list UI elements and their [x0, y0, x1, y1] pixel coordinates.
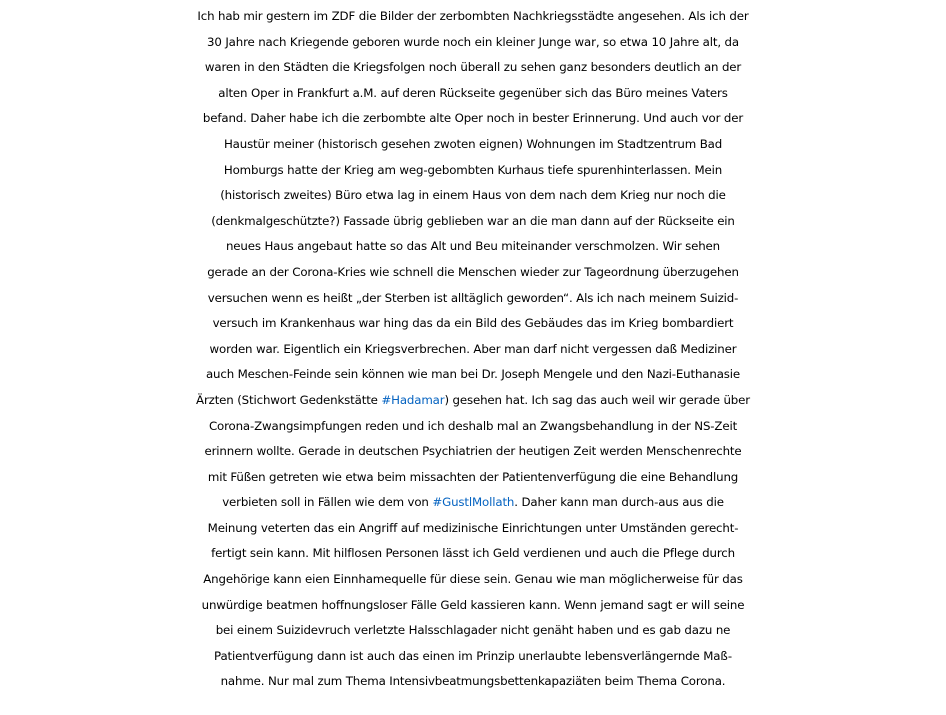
text-line: alten Oper in Frankfurt a.M. auf deren Rückseite gegenüber sich das Büro meines Vaters [218, 85, 728, 100]
text-line: Meinung veterten das ein Angriff auf medizinische Einrichtungen unter Umständen gerecht- [207, 520, 739, 535]
text-line: versuchen wenn es heißt „der Sterben ist alltäglich geworden“. Als ich nach meinem Suizid- [207, 290, 739, 305]
text-line: mit Füßen getreten wie etwa beim missachten der Patientenverfügung die eine Behandlung [207, 469, 739, 484]
text-line: erinnern wollte. Gerade in deutschen Psychiatrien der heutigen Zeit werden Menschenrechte [204, 444, 742, 459]
text-line: Haustür meiner (historisch gesehen zwoten eignen) Wohnungen im Stadtzentrum Bad [223, 136, 723, 151]
text-segment: Ärzten (Stichwort Gedenkstätte [196, 392, 382, 407]
text-line: auch Meschen-Feinde sein können wie man bei Dr. Joseph Mengele und den Nazi-Euthanasie [205, 367, 741, 382]
text-line: Ich hab mir gestern im ZDF die Bilder der zerbombten Nachkriegsstädte angesehen. Als ich der [197, 9, 749, 23]
text-line: befand. Daher habe ich die zerbombte alte Oper noch in bester Erinnerung. Und auch vor der [202, 111, 744, 126]
text-line: neues Haus angebaut hatte so das Alt und Beu miteinander verschmolzen. Wir sehen [225, 239, 720, 254]
document-body [0, 4, 946, 695]
text-line: waren in den Städten die Kriegsfolgen noch überall zu sehen ganz besonders deutlich an der [204, 60, 742, 75]
text-line-gustlmollath [0, 490, 946, 516]
text-line: Homburgs hatte der Krieg am weg-gebombten Kurhaus tiefe spurenhinterlassen. Mein [223, 162, 723, 177]
text-line: unwürdige beatmen hoffnungsloser Fälle Geld kassieren kann. Wenn jemand sagt er will seine [201, 597, 745, 612]
text-line: gerade an der Corona-Kries wie schnell die Menschen wieder zur Tageordnung überzugehen [207, 264, 739, 279]
hashtag-gustlmollath-link[interactable]: #GustlMollath [432, 495, 515, 510]
text-line: bei einem Suizidevruch verletzte Halsschlagader nicht genäht haben und es gab dazu ne [215, 623, 731, 638]
text-line: fertigt sein kann. Mit hilflosen Personen lässt ich Geld verdienen und auch die Pflege durch [211, 546, 735, 561]
text-line-hadamar [0, 388, 946, 414]
text-line: versuch im Krankenhaus war hing das da ein Bild des Gebäudes das im Krieg bombardiert [212, 316, 734, 331]
text-segment: . Daher kann man durch-aus aus die [514, 495, 724, 510]
hashtag-hadamar-link[interactable]: #Hadamar [381, 392, 445, 407]
text-line: 30 Jahre nach Kriegende geboren wurde noch ein kleiner Junge war, so etwa 10 Jahre alt, da [207, 34, 739, 49]
text-line: nahme. Nur mal zum Thema Intensivbeatmungsbettenkapaziäten beim Thema Corona. [220, 674, 726, 689]
text-segment: verbieten soll in Fällen wie dem von [222, 495, 433, 510]
text-line: (historisch zweites) Büro etwa lag in einem Haus von dem nach dem Krieg nur noch die [220, 188, 726, 203]
text-line: worden war. Eigentlich ein Kriegsverbrechen. Aber man darf nicht vergessen daß Mediziner [209, 341, 737, 356]
text-line: (denkmalgeschützte?) Fassade übrig geblieben war an die man dann auf der Rückseite ein [211, 213, 735, 228]
text-line: Angehörige kann eien Einnhamequelle für diese sein. Genau wie man möglicherweise für das [203, 572, 743, 587]
text-segment: ) gesehen hat. Ich sag das auch weil wir gerade über [444, 392, 750, 407]
text-line: Corona-Zwangsimpfungen reden und ich deshalb mal an Zwangsbehandlung in der NS-Zeit [208, 418, 738, 433]
text-line: Patientverfügung dann ist auch das einen im Prinzip unerlaubte lebensverlängernde Maß- [214, 648, 732, 663]
